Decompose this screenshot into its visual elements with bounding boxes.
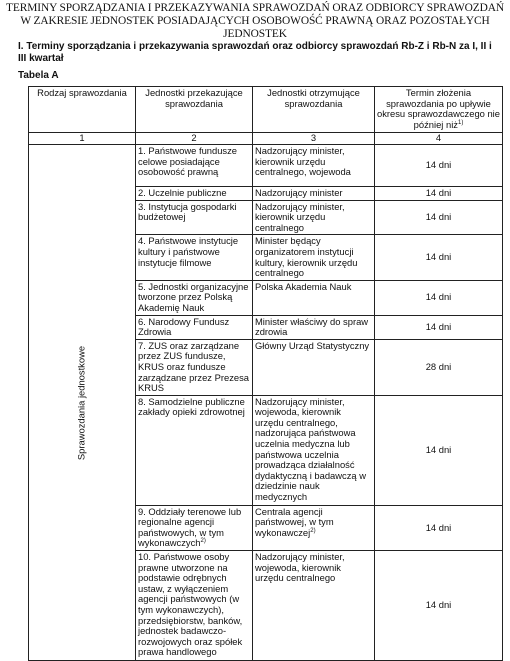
receiving-unit-cell: Polska Akademia Nauk [253, 280, 375, 315]
row-group-label: Sprawozdania jednostkowe [75, 345, 87, 460]
column-number: 1 [29, 133, 136, 145]
column-number: 3 [253, 133, 375, 145]
receiving-unit-cell: Nadzorujący minister, wojewoda, kierownik urzędu centralnego [253, 551, 375, 661]
column-number: 2 [136, 133, 253, 145]
column-number-row [29, 133, 503, 145]
receiving-unit-cell: Nadzorujący minister, kierownik urzędu centralnego [253, 200, 375, 235]
deadline-cell: 14 dni [375, 187, 503, 201]
deadline-cell: 14 dni [375, 315, 503, 339]
deadline-cell: 14 dni [375, 145, 503, 187]
submitting-unit-cell: 7. ZUS oraz zarządzane przez ZUS fundusze, KRUS oraz fundusze zarządzane przez Prezesa KRUS [136, 339, 253, 395]
col-header-deadline [375, 87, 503, 133]
deadline-cell: 14 dni [375, 505, 503, 550]
receiving-unit-cell: Minister właściwy do spraw zdrowia [253, 315, 375, 339]
deadline-cell: 14 dni [375, 395, 503, 505]
submitting-unit-cell: 5. Jednostki organizacyjne tworzone przez Polską Akademię Nauk [136, 280, 253, 315]
table-label: Tabela A [18, 70, 59, 81]
submitting-unit-cell: 2. Uczelnie publiczne [136, 187, 253, 201]
row-group-cell [29, 145, 136, 661]
col-header-submitting-units: Jednostki przekazujące sprawozdania [136, 87, 253, 133]
footnote-marker: 2) [310, 527, 316, 534]
column-number: 4 [375, 133, 503, 145]
submitting-unit-cell: 6. Narodowy Fundusz Zdrowia [136, 315, 253, 339]
receiving-unit-cell: Nadzorujący minister, wojewoda, kierownik urzędu centralnego, nadzorująca państwowa uczelnia medyczna lub państwowa uczelnia prowadząca działalność dydaktyczną i badawczą w dziedzinie nauk medycznych [253, 395, 375, 505]
receiving-unit-cell: Nadzorujący minister [253, 187, 375, 201]
reports-table [28, 86, 503, 661]
document-header [0, 2, 510, 41]
submitting-unit-cell: 4. Państwowe instytucje kultury i państwowe instytucje filmowe [136, 235, 253, 280]
submitting-unit-cell: 1. Państwowe fundusze celowe posiadające osobowość prawną [136, 145, 253, 187]
deadline-cell: 14 dni [375, 280, 503, 315]
col-header-report-type: Rodzaj sprawozdania [29, 87, 136, 133]
deadline-cell: 28 dni [375, 339, 503, 395]
deadline-cell: 14 dni [375, 200, 503, 235]
footnote-marker: 1) [457, 119, 464, 126]
receiving-unit-cell [253, 505, 375, 550]
receiving-unit-cell: Nadzorujący minister, kierownik urzędu centralnego, wojewoda [253, 145, 375, 187]
table-header-row [29, 87, 503, 133]
col-header-deadline-text: Termin złożenia sprawozdania po upływie okresu sprawozdawczego nie później niż [377, 87, 500, 130]
submitting-unit-cell [136, 505, 253, 550]
table-row [29, 145, 503, 187]
col-header-receiving-units: Jednostki otrzymujące sprawozdania [253, 87, 375, 133]
footnote-marker: 2) [200, 538, 206, 545]
submitting-unit-cell: 10. Państwowe osoby prawne utworzone na podstawie odrębnych ustaw, z wyłączeniem agencji państwowych (w tym wykonawczych), przedsiębiorstw, banków, jednostek badawczo-rozwojowych oraz spółek prawa handlowego [136, 551, 253, 661]
submitting-unit-cell: 3. Instytucja gospodarki budżetowej [136, 200, 253, 235]
submitting-unit-cell: 8. Samodzielne publiczne zakłady opieki zdrowotnej [136, 395, 253, 505]
deadline-cell: 14 dni [375, 235, 503, 280]
receiving-unit-cell: Minister będący organizatorem instytucji kultury, kierownik urzędu centralnego [253, 235, 375, 280]
receiving-unit-text: Centrala agencji państwowej, w tym wykonawczej [255, 505, 334, 538]
header-line-2: W ZAKRESIE JEDNOSTEK POSIADAJĄCYCH OSOBOWOŚĆ PRAWNĄ ORAZ POZOSTAŁYCH JEDNOSTEK [20, 15, 490, 40]
deadline-cell: 14 dni [375, 551, 503, 661]
submitting-unit-text: 9. Oddziały terenowe lub regionalne agencji państwowych, w tym wykonawczych [138, 505, 242, 549]
receiving-unit-cell: Główny Urząd Statystyczny [253, 339, 375, 395]
header-line-1: TERMINY SPORZĄDZANIA I PRZEKAZYWANIA SPRAWOZDAŃ ORAZ ODBIORCY SPRAWOZDAŃ [6, 2, 504, 14]
section-title: I. Terminy sporządzania i przekazywania sprawozdań oraz odbiorcy sprawozdań Rb-Z i Rb-N za I, II i III kwartał [18, 41, 492, 64]
